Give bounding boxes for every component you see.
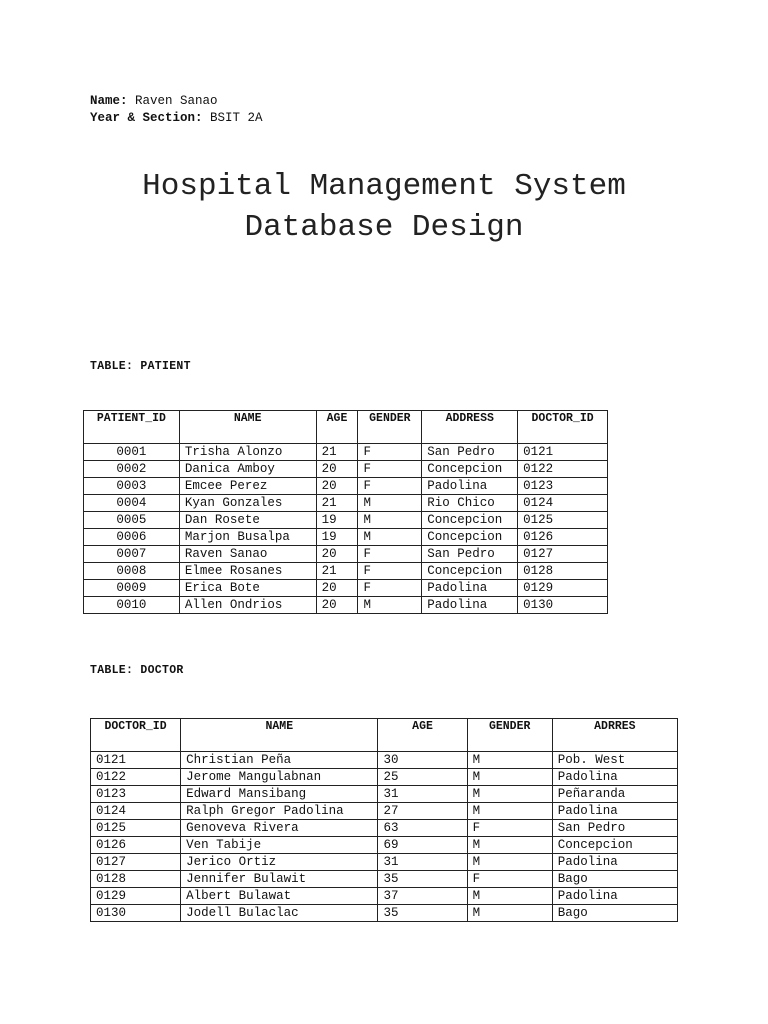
table-cell: 0010 [84, 597, 180, 614]
table-cell: 0128 [518, 563, 608, 580]
table-cell: M [467, 854, 552, 871]
title-line-1: Hospital Management System [142, 169, 626, 204]
table-cell: Edward Mansibang [181, 786, 378, 803]
table-cell: M [467, 905, 552, 922]
table-cell: Christian Peña [181, 752, 378, 769]
table-cell: 21 [316, 495, 358, 512]
doctor-column-header: AGE [378, 719, 467, 752]
doctor-column-header: DOCTOR_ID [91, 719, 181, 752]
table-cell: 35 [378, 905, 467, 922]
table-cell: 27 [378, 803, 467, 820]
table-cell: 31 [378, 786, 467, 803]
table-cell: Bago [552, 871, 677, 888]
table-row [84, 563, 608, 580]
table-cell: 0128 [91, 871, 181, 888]
table-cell: Jodell Bulaclac [181, 905, 378, 922]
table-cell: Concepcion [422, 563, 518, 580]
table-cell: 0125 [91, 820, 181, 837]
table-row [91, 786, 678, 803]
table-cell: 0009 [84, 580, 180, 597]
table-cell: M [358, 597, 422, 614]
table-cell: Trisha Alonzo [179, 444, 316, 461]
table-row [91, 820, 678, 837]
title-line-2: Database Design [244, 210, 524, 245]
section-value: BSIT 2A [210, 111, 263, 125]
table-cell: 0124 [91, 803, 181, 820]
document-title [0, 166, 768, 248]
table-row [91, 752, 678, 769]
table-row [91, 769, 678, 786]
table-cell: 0124 [518, 495, 608, 512]
table-row [84, 495, 608, 512]
table-cell: Emcee Perez [179, 478, 316, 495]
table-cell: Bago [552, 905, 677, 922]
table-cell: F [358, 580, 422, 597]
table-cell: Ven Tabije [181, 837, 378, 854]
name-label: Name: [90, 94, 128, 108]
author-info [90, 93, 263, 127]
table-cell: 19 [316, 512, 358, 529]
table-cell: 0126 [518, 529, 608, 546]
table-row [91, 854, 678, 871]
table-cell: Jerico Ortiz [181, 854, 378, 871]
table-cell: 30 [378, 752, 467, 769]
table-cell: 0130 [91, 905, 181, 922]
table-cell: M [467, 837, 552, 854]
table-row [91, 871, 678, 888]
patient-table [83, 410, 608, 614]
table-cell: Padolina [552, 888, 677, 905]
patient-table-label: TABLE: PATIENT [90, 360, 191, 373]
table-cell: 0127 [518, 546, 608, 563]
patient-column-header: NAME [179, 411, 316, 444]
table-cell: Elmee Rosanes [179, 563, 316, 580]
table-cell: 0129 [518, 580, 608, 597]
table-cell: M [467, 803, 552, 820]
table-row [84, 580, 608, 597]
table-cell: 0126 [91, 837, 181, 854]
table-cell: Concepcion [422, 512, 518, 529]
table-cell: M [467, 769, 552, 786]
table-cell: Genoveva Rivera [181, 820, 378, 837]
table-row [91, 803, 678, 820]
table-row [84, 529, 608, 546]
table-row [84, 478, 608, 495]
table-cell: Marjon Busalpa [179, 529, 316, 546]
table-cell: 0001 [84, 444, 180, 461]
doctor-column-header: NAME [181, 719, 378, 752]
table-cell: Padolina [422, 478, 518, 495]
table-cell: F [358, 444, 422, 461]
patient-column-header: GENDER [358, 411, 422, 444]
table-cell: Padolina [552, 769, 677, 786]
table-cell: F [358, 478, 422, 495]
table-cell: Erica Bote [179, 580, 316, 597]
table-cell: 20 [316, 546, 358, 563]
table-cell: M [358, 529, 422, 546]
doctor-column-header: GENDER [467, 719, 552, 752]
table-cell: 63 [378, 820, 467, 837]
table-cell: M [467, 752, 552, 769]
table-cell: Kyan Gonzales [179, 495, 316, 512]
table-cell: F [467, 871, 552, 888]
table-cell: 20 [316, 461, 358, 478]
table-cell: 37 [378, 888, 467, 905]
table-cell: 20 [316, 597, 358, 614]
table-cell: 0122 [91, 769, 181, 786]
table-row [84, 597, 608, 614]
table-cell: Dan Rosete [179, 512, 316, 529]
table-cell: San Pedro [422, 444, 518, 461]
table-cell: Padolina [552, 803, 677, 820]
table-cell: 0127 [91, 854, 181, 871]
table-cell: Padolina [422, 580, 518, 597]
table-cell: M [467, 888, 552, 905]
name-line [90, 93, 263, 110]
table-cell: 0130 [518, 597, 608, 614]
table-cell: Concepcion [552, 837, 677, 854]
table-cell: 25 [378, 769, 467, 786]
patient-column-header: PATIENT_ID [84, 411, 180, 444]
table-cell: 0008 [84, 563, 180, 580]
doctor-table [90, 718, 678, 922]
table-cell: Raven Sanao [179, 546, 316, 563]
table-cell: 0002 [84, 461, 180, 478]
patient-column-header: ADDRESS [422, 411, 518, 444]
table-cell: 20 [316, 478, 358, 495]
table-cell: 0006 [84, 529, 180, 546]
section-label: Year & Section: [90, 111, 203, 125]
table-cell: M [358, 495, 422, 512]
table-cell: 19 [316, 529, 358, 546]
table-row [84, 546, 608, 563]
table-cell: 35 [378, 871, 467, 888]
name-value: Raven Sanao [135, 94, 218, 108]
patient-header-row [84, 411, 608, 444]
table-cell: 31 [378, 854, 467, 871]
table-cell: Jennifer Bulawit [181, 871, 378, 888]
patient-column-header: AGE [316, 411, 358, 444]
table-cell: Albert Bulawat [181, 888, 378, 905]
doctor-table-body [91, 752, 678, 922]
table-cell: 0125 [518, 512, 608, 529]
table-cell: Concepcion [422, 529, 518, 546]
table-cell: 20 [316, 580, 358, 597]
table-cell: M [467, 786, 552, 803]
table-row [91, 837, 678, 854]
table-row [84, 461, 608, 478]
table-cell: F [358, 461, 422, 478]
table-cell: Ralph Gregor Padolina [181, 803, 378, 820]
table-cell: 21 [316, 563, 358, 580]
table-cell: 69 [378, 837, 467, 854]
table-cell: 0123 [518, 478, 608, 495]
table-cell: Danica Amboy [179, 461, 316, 478]
table-row [84, 512, 608, 529]
table-cell: 0005 [84, 512, 180, 529]
doctor-table-label: TABLE: DOCTOR [90, 664, 184, 677]
table-cell: 0004 [84, 495, 180, 512]
patient-table-body [84, 444, 608, 614]
table-cell: Peñaranda [552, 786, 677, 803]
table-cell: F [467, 820, 552, 837]
table-cell: F [358, 563, 422, 580]
table-cell: 21 [316, 444, 358, 461]
table-cell: Rio Chico [422, 495, 518, 512]
section-line [90, 110, 263, 127]
table-cell: San Pedro [552, 820, 677, 837]
table-cell: 0129 [91, 888, 181, 905]
table-cell: F [358, 546, 422, 563]
table-cell: 0121 [518, 444, 608, 461]
table-cell: 0007 [84, 546, 180, 563]
table-cell: Padolina [552, 854, 677, 871]
table-cell: Pob. West [552, 752, 677, 769]
table-cell: M [358, 512, 422, 529]
table-cell: Padolina [422, 597, 518, 614]
doctor-column-header: ADRRES [552, 719, 677, 752]
table-cell: San Pedro [422, 546, 518, 563]
table-cell: Concepcion [422, 461, 518, 478]
table-cell: 0122 [518, 461, 608, 478]
table-row [84, 444, 608, 461]
table-cell: 0121 [91, 752, 181, 769]
table-cell: Jerome Mangulabnan [181, 769, 378, 786]
doctor-header-row [91, 719, 678, 752]
table-cell: Allen Ondrios [179, 597, 316, 614]
table-row [91, 888, 678, 905]
patient-column-header: DOCTOR_ID [518, 411, 608, 444]
table-cell: 0123 [91, 786, 181, 803]
table-row [91, 905, 678, 922]
table-cell: 0003 [84, 478, 180, 495]
